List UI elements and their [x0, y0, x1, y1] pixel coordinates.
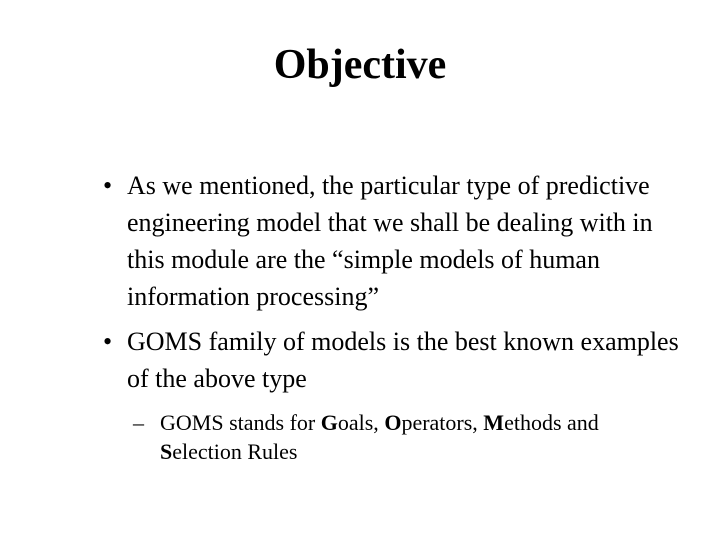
sub-bullet-text	[160, 410, 599, 464]
bullet-marker: •	[103, 171, 113, 200]
goals-rest: oals,	[337, 410, 385, 435]
bullet-item-2	[103, 323, 687, 397]
bullet-marker: •	[103, 327, 113, 356]
slide-title: Objective	[273, 42, 447, 88]
letter-o: O	[384, 410, 402, 435]
operators-rest: perators,	[401, 410, 484, 435]
sub-bullet-prefix: GOMS stands for	[160, 410, 321, 435]
bullet-text: As we mentioned, the particular type of predictive engineering model that we shall be dealing with in this module are the “simple models of human information processing”	[127, 171, 653, 311]
letter-s: S	[160, 439, 173, 464]
sub-bullet-marker: –	[133, 410, 144, 435]
bullet-text: GOMS family of models is the best known examples of the above type	[127, 327, 679, 393]
bullet-item-1	[103, 167, 687, 315]
letter-m: M	[483, 410, 505, 435]
sub-bullet-item	[133, 408, 660, 466]
methods-rest: ethods and	[504, 410, 599, 435]
letter-g: G	[320, 410, 338, 435]
selection-rest: election Rules	[172, 439, 298, 464]
